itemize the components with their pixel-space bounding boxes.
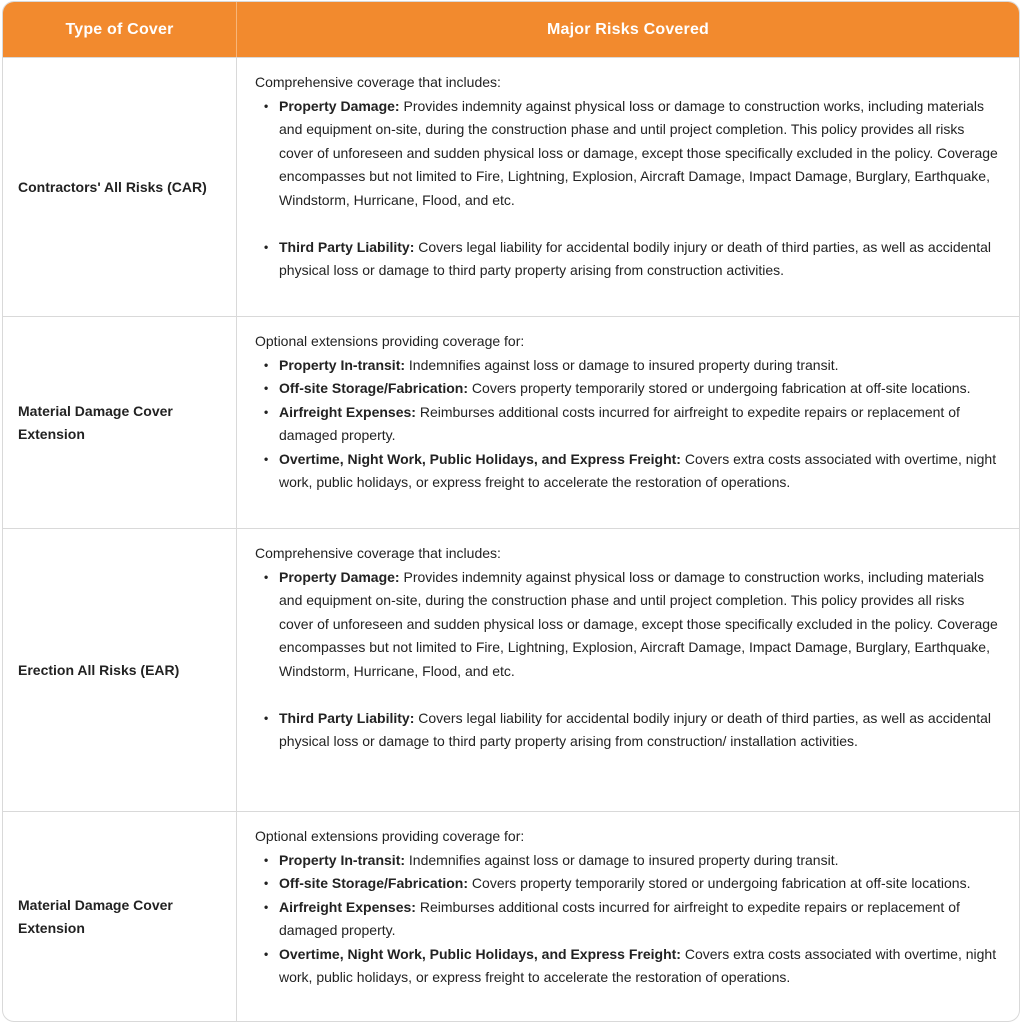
table-row <box>3 316 1019 528</box>
item-text: Covers legal liability for accidental bodily injury or death of third parties, as well as accidental physical loss or damage to third party property arising from construction activities. <box>279 238 991 278</box>
item-title: Property Damage: <box>279 97 400 114</box>
item-text: Provides indemnity against physical loss or damage to construction works, including materials and equipment on-site, during the construction phase and until project completion. This policy provides all risks cover of unforeseen and sudden physical loss or damage, except those specifically excluded in the policy. Coverage encompasses but not limited to Fire, Lightning, Explosion, Aircraft Damage, Impact Damage, Burglary, Earthquake, Windstorm, Hurricane, Flood, and etc. <box>279 97 998 208</box>
risks-intro: Optional extensions providing coverage for: <box>255 333 525 349</box>
table-row <box>3 811 1019 1022</box>
item-text: Reimburses additional costs incurred for airfreight to expedite repairs or replacement of damaged property. <box>279 898 960 938</box>
list-item <box>255 943 999 990</box>
bullet-icon: • <box>264 569 269 584</box>
item-text: Covers legal liability for accidental bodily injury or death of third parties, as well as accidental physical loss or damage to third party property arising from construction/ installation activities. <box>279 709 991 749</box>
list-item <box>255 896 999 943</box>
list-item <box>255 236 999 283</box>
item-title: Third Party Liability: <box>279 238 415 255</box>
item-text: Covers property temporarily stored or undergoing fabrication at off-site locations. <box>468 875 971 891</box>
item-title: Airfreight Expenses: <box>279 403 416 420</box>
item-text: Covers extra costs associated with overtime, night work, public holidays, or express freight to accelerate the restoration of operations. <box>279 945 997 985</box>
list-item <box>255 707 999 754</box>
bullet-icon: • <box>264 239 269 254</box>
item-title: Airfreight Expenses: <box>279 898 416 915</box>
item-title: Overtime, Night Work, Public Holidays, and Express Freight: <box>279 945 681 962</box>
item-text: Covers extra costs associated with overtime, night work, public holidays, or express freight to accelerate the restoration of operations. <box>279 450 997 490</box>
risks-cell <box>237 317 1019 528</box>
table-row <box>3 57 1019 316</box>
risks-intro: Optional extensions providing coverage for: <box>255 828 525 844</box>
risks-cell <box>237 812 1019 1022</box>
bullet-icon: • <box>264 946 269 961</box>
bullet-icon: • <box>264 899 269 914</box>
bullet-icon: • <box>264 710 269 725</box>
item-text: Covers property temporarily stored or undergoing fabrication at off-site locations. <box>468 380 971 396</box>
cover-type-cell: Material Damage Cover Extension <box>3 812 237 1022</box>
cover-type-cell: Contractors' All Risks (CAR) <box>3 58 237 316</box>
bullet-icon: • <box>264 357 269 372</box>
item-title: Property In-transit: <box>279 356 406 373</box>
list-item <box>255 95 999 213</box>
item-title: Property In-transit: <box>279 851 406 868</box>
bullet-icon: • <box>264 852 269 867</box>
item-title: Property Damage: <box>279 568 400 585</box>
list-item <box>255 354 999 378</box>
risks-intro: Comprehensive coverage that includes: <box>255 74 501 90</box>
header-major-risks: Major Risks Covered <box>546 20 710 38</box>
header-type-of-cover: Type of Cover <box>3 2 237 57</box>
cover-type-cell: Material Damage Cover Extension <box>3 317 237 528</box>
cover-type-cell: Erection All Risks (EAR) <box>3 529 237 811</box>
list-item <box>255 377 999 401</box>
item-text: Provides indemnity against physical loss or damage to construction works, including materials and equipment on-site, during the construction phase and until project completion. This policy provides all risks cover of unforeseen and sudden physical loss or damage, except those specifically excluded in the policy. Coverage encompasses but not limited to Fire, Lightning, Explosion, Aircraft Damage, Impact Damage, Burglary, Earthquake, Windstorm, Hurricane, Flood, and etc. <box>279 568 998 679</box>
bullet-icon: • <box>264 404 269 419</box>
bullet-icon: • <box>264 381 269 395</box>
table-row <box>3 528 1019 811</box>
list-item <box>255 401 999 448</box>
item-title: Off-site Storage/Fabrication: <box>279 875 469 891</box>
item-title: Overtime, Night Work, Public Holidays, and Express Freight: <box>279 450 681 467</box>
list-item <box>255 448 999 495</box>
table-header <box>3 2 1019 57</box>
item-text: Indemnifies against loss or damage to insured property during transit. <box>405 356 839 373</box>
risks-intro: Comprehensive coverage that includes: <box>255 545 501 561</box>
list-item <box>255 872 999 896</box>
item-title: Off-site Storage/Fabrication: <box>279 380 469 396</box>
bullet-icon: • <box>264 876 269 890</box>
list-item <box>255 566 999 684</box>
coverage-table <box>2 1 1020 1022</box>
bullet-icon: • <box>264 98 269 113</box>
item-text: Indemnifies against loss or damage to insured property during transit. <box>405 851 839 868</box>
item-title: Third Party Liability: <box>279 709 415 726</box>
risks-cell <box>237 58 1019 316</box>
risks-cell <box>237 529 1019 811</box>
list-item <box>255 849 999 873</box>
bullet-icon: • <box>264 451 269 466</box>
item-text: Reimburses additional costs incurred for airfreight to expedite repairs or replacement of damaged property. <box>279 403 960 443</box>
